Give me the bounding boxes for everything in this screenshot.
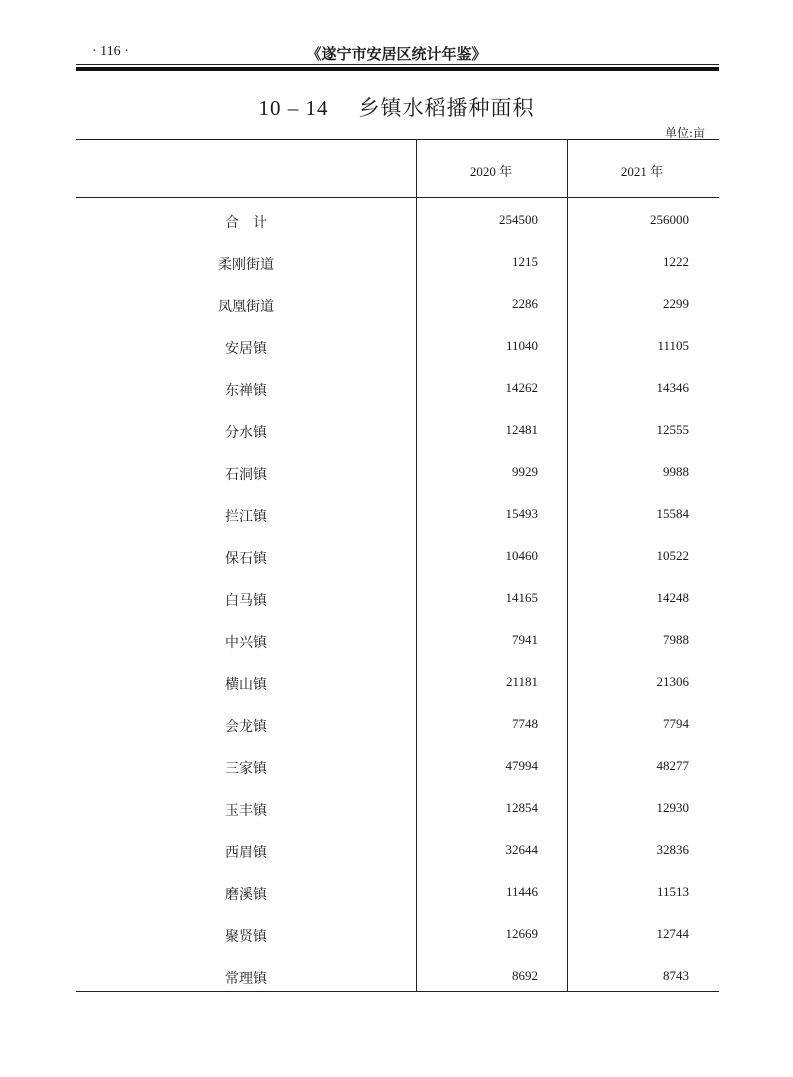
value-2021: 48277 xyxy=(656,758,689,773)
book-title: 《遂宁市安居区统计年鉴》 xyxy=(306,45,487,63)
value-2020: 14165 xyxy=(505,590,538,605)
table-row xyxy=(76,464,719,484)
row-label: 柔刚街道 xyxy=(218,257,274,273)
value-2021: 11513 xyxy=(656,884,689,899)
value-2020: 47994 xyxy=(505,758,538,773)
row-label: 常理镇 xyxy=(225,971,267,987)
table-row xyxy=(76,338,719,358)
row-label: 凤凰街道 xyxy=(218,299,274,315)
header-rule-thin xyxy=(76,64,719,65)
row-label: 西眉镇 xyxy=(225,845,267,861)
row-label: 合 计 xyxy=(225,215,267,231)
value-2021: 21306 xyxy=(656,674,689,689)
value-2021: 1222 xyxy=(663,254,689,269)
value-2021: 8743 xyxy=(663,968,689,983)
row-label: 拦江镇 xyxy=(225,509,267,525)
value-2021: 7988 xyxy=(663,632,689,647)
table-row xyxy=(76,506,719,526)
column-header-2020: 2020 年 xyxy=(469,164,513,179)
table-row xyxy=(76,422,719,442)
value-2021: 14346 xyxy=(656,380,689,395)
value-2020: 2286 xyxy=(512,296,538,311)
row-label: 磨溪镇 xyxy=(225,887,267,903)
value-2021: 12555 xyxy=(656,422,689,437)
table-title-text: 乡镇水稻播种面积 xyxy=(358,96,535,120)
table-top-rule xyxy=(76,139,719,140)
value-2020: 32644 xyxy=(505,842,538,857)
value-2020: 11446 xyxy=(505,884,538,899)
row-label: 三家镇 xyxy=(225,761,267,777)
unit-label: 单位:亩 xyxy=(664,126,705,140)
row-label: 白马镇 xyxy=(225,593,267,609)
value-2020: 14262 xyxy=(505,380,538,395)
row-label: 聚贤镇 xyxy=(225,929,267,945)
row-label: 中兴镇 xyxy=(225,635,267,651)
row-label: 保石镇 xyxy=(225,551,267,567)
value-2020: 7941 xyxy=(512,632,538,647)
table-row xyxy=(76,800,719,820)
table-row xyxy=(76,926,719,946)
value-2021: 9988 xyxy=(663,464,689,479)
header-rule-thick xyxy=(76,67,719,71)
value-2020: 254500 xyxy=(499,212,538,227)
table-number: 10 – 14 xyxy=(258,96,329,120)
value-2020: 7748 xyxy=(512,716,538,731)
row-label: 安居镇 xyxy=(225,341,267,357)
table-title xyxy=(0,92,793,122)
value-2021: 11105 xyxy=(657,338,689,353)
table-row xyxy=(76,212,719,232)
value-2020: 10460 xyxy=(505,548,538,563)
value-2021: 32836 xyxy=(656,842,689,857)
row-label: 石洞镇 xyxy=(225,467,267,483)
value-2021: 12744 xyxy=(656,926,689,941)
row-label: 会龙镇 xyxy=(225,719,267,735)
value-2021: 10522 xyxy=(656,548,689,563)
table-row xyxy=(76,674,719,694)
value-2020: 9929 xyxy=(512,464,538,479)
table-row xyxy=(76,632,719,652)
value-2020: 12669 xyxy=(505,926,538,941)
table-bottom-rule xyxy=(76,991,719,992)
table-row xyxy=(76,968,719,988)
column-header-2021: 2021 年 xyxy=(620,164,664,179)
row-label: 分水镇 xyxy=(225,425,267,441)
row-label: 横山镇 xyxy=(225,677,267,693)
value-2020: 15493 xyxy=(505,506,538,521)
value-2020: 12854 xyxy=(505,800,538,815)
table-header-rule xyxy=(76,197,719,198)
table-row xyxy=(76,842,719,862)
value-2021: 14248 xyxy=(656,590,689,605)
value-2021: 7794 xyxy=(663,716,689,731)
value-2020: 11040 xyxy=(505,338,538,353)
value-2020: 1215 xyxy=(512,254,538,269)
row-label: 东禅镇 xyxy=(225,383,267,399)
value-2021: 12930 xyxy=(656,800,689,815)
page-number: · 116 · xyxy=(92,44,129,59)
table-row xyxy=(76,884,719,904)
value-2021: 2299 xyxy=(663,296,689,311)
value-2020: 12481 xyxy=(505,422,538,437)
table-row xyxy=(76,590,719,610)
value-2020: 21181 xyxy=(505,674,538,689)
row-label: 玉丰镇 xyxy=(225,803,267,819)
table-row xyxy=(76,380,719,400)
table-row xyxy=(76,296,719,316)
value-2021: 15584 xyxy=(656,506,689,521)
table-row xyxy=(76,254,719,274)
table-row xyxy=(76,758,719,778)
value-2021: 256000 xyxy=(650,212,689,227)
table-row xyxy=(76,716,719,736)
table-row xyxy=(76,548,719,568)
value-2020: 8692 xyxy=(512,968,538,983)
